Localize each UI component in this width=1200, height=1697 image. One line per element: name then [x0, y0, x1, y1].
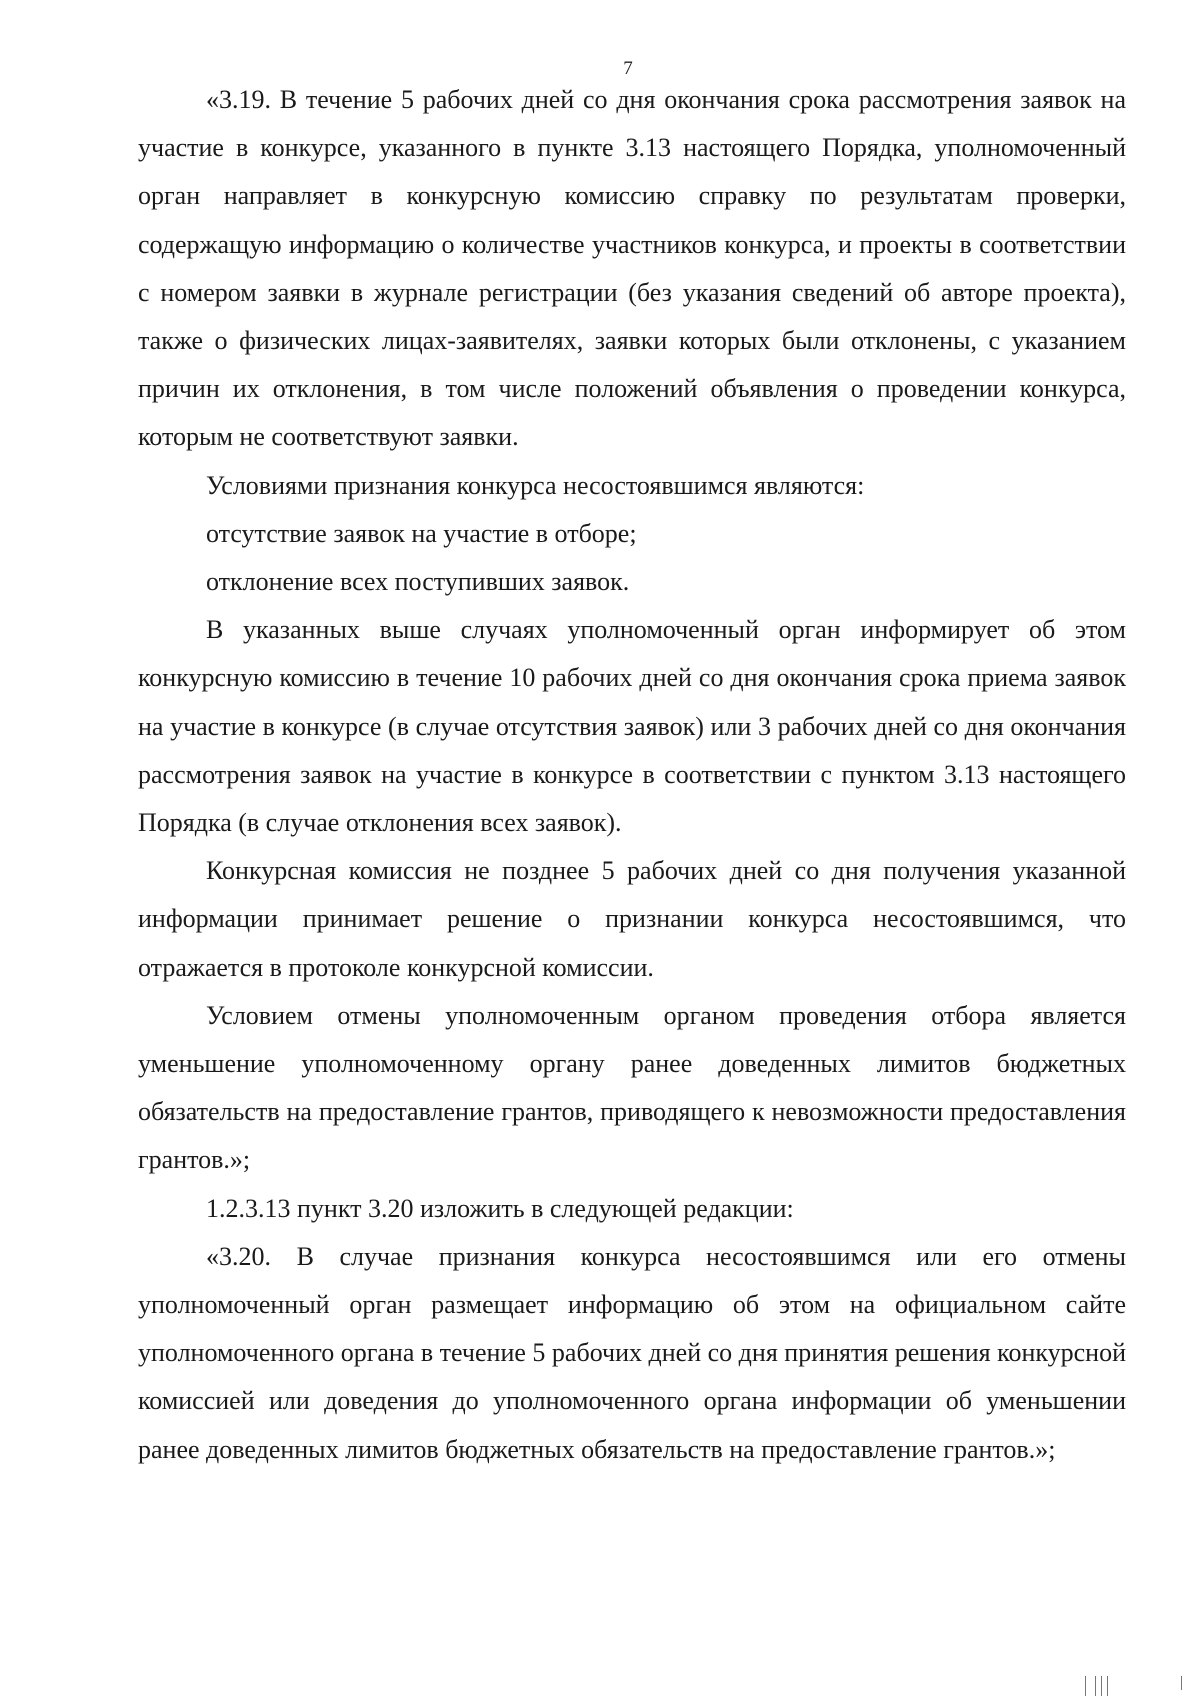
- paragraph-3-19: «3.19. В течение 5 рабочих дней со дня окончания срока рассмотрения заявок на участие в конкурсе, указанного в пункте 3.13 настоящего Порядка, уполномоченный орган направляет в конкурсную комиссию справку по результатам проверки, содержащую информацию о количестве участников конкурса, и проекты в соответствии с номером заявки в журнале регистрации (без указания сведений об авторе проекта), также о физических лицах-заявителях, заявки которых были отклонены, с указанием причин их отклонения, в том числе положений объявления о проведении конкурса, которым не соответствуют заявки.: [138, 85, 1126, 452]
- scan-mark: [1101, 1676, 1102, 1696]
- paragraph-condition-no-applications: отсутствие заявок на участие в отборе;: [206, 518, 637, 548]
- scan-margin-marks: [1085, 1676, 1195, 1696]
- scan-mark: [1095, 1676, 1096, 1696]
- document-body: [138, 76, 1126, 1474]
- paragraph-commission-decision: Конкурсная комиссия не позднее 5 рабочих дней со дня получения указанной информации принимает решение о признании конкурса несостоявшимся, что отражается в протоколе конкурсной комиссии.: [138, 856, 1126, 982]
- paragraph-amendment-3-20: 1.2.3.13 пункт 3.20 изложить в следующей редакции:: [206, 1193, 794, 1223]
- scan-mark: [1085, 1676, 1086, 1696]
- page-number: 7: [623, 58, 633, 79]
- paragraph-cancellation-condition: Условием отмены уполномоченным органом проведения отбора является уменьшение уполномоченному органу ранее доведенных лимитов бюджетных обязательств на предоставление грантов, приводящего к невозможности предоставления грантов.»;: [138, 1000, 1126, 1175]
- scan-mark: [1181, 1676, 1182, 1690]
- paragraph-conditions-intro: Условиями признания конкурса несостоявшимся являются:: [206, 470, 865, 500]
- scan-mark: [1107, 1676, 1108, 1696]
- paragraph-condition-all-rejected: отклонение всех поступивших заявок.: [206, 567, 630, 597]
- paragraph-notification: В указанных выше случаях уполномоченный орган информирует об этом конкурсную комиссию в течение 10 рабочих дней со дня окончания срока приема заявок на участие в конкурсе (в случае отсутствия заявок) или 3 рабочих дней со дня окончания рассмотрения заявок на участие в конкурсе в соответствии с пунктом 3.13 настоящего Порядка (в случае отклонения всех заявок).: [138, 615, 1126, 838]
- paragraph-3-20: «3.20. В случае признания конкурса несостоявшимся или его отмены уполномоченный орган размещает информацию об этом на официальном сайте уполномоченного органа в течение 5 рабочих дней со дня принятия решения конкурсной комиссией или доведения до уполномоченного органа информации об уменьшении ранее доведенных лимитов бюджетных обязательств на предоставление грантов.»;: [138, 1241, 1126, 1464]
